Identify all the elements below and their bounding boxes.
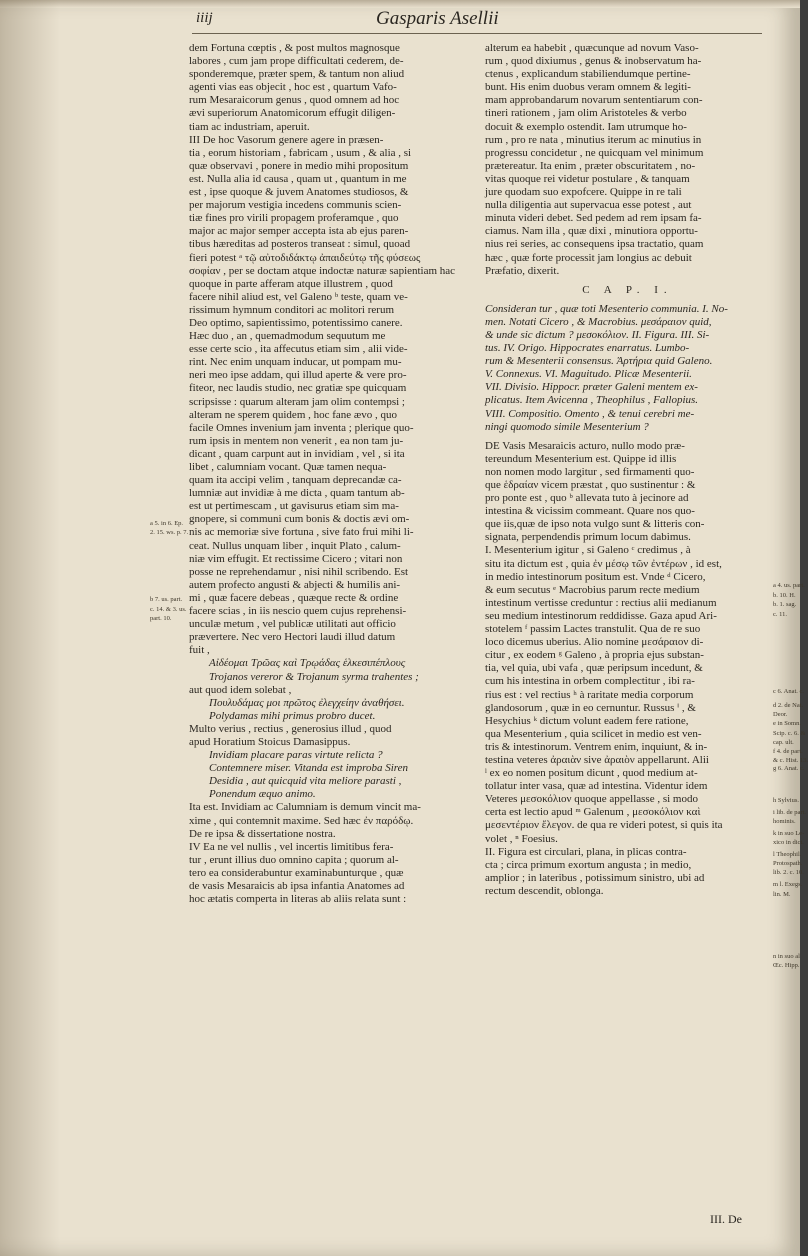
text-line: citur , ex eodem ᵍ Galeno , à propria ejus substan-	[485, 649, 704, 662]
text-line: ceat. Nullus unquam liber , inquit Plato , calum-	[189, 539, 401, 552]
text-line: volet , ⁿ Foesius.	[485, 832, 558, 845]
text-line: rius est : vel rectius ʰ à raritate media corporum	[485, 688, 694, 701]
text-line: ciamus. Nam illa , quæ dixi , minutiora opportu-	[485, 225, 698, 238]
text-line: μεσεντέριον ἔλεγον. de qua re videri potest, si quis ita	[485, 819, 723, 832]
text-line: nulla diligentia aut supervacua esse potest , aut	[485, 199, 692, 212]
text-line: est , ipse quoque & juvem Anatomes studiosos, &	[189, 186, 409, 199]
marginal-note: Deor.	[773, 711, 788, 718]
chapter-summary-line: & unde sic dictum ? μεσοκόλιον. II. Figura. III. Si-	[485, 328, 710, 341]
text-line: certa est lectio apud ᵐ Galenum , μεσοκόλιον καὶ	[485, 806, 701, 819]
text-line: libet , calumniam vocant. Quæ tamen nequa-	[189, 461, 387, 473]
text-line: nis ac memoriæ sive fortuna , sive fato frui mihi li-	[189, 526, 414, 539]
latin-verse-line: Polydamas mihi primus probro ducet.	[209, 709, 376, 722]
text-line: mam approbandarum novarum sententiarum con-	[485, 94, 703, 107]
text-line: prætereatur. Ita enim , præter obscuritatem , no-	[485, 159, 696, 172]
text-line: bunt. His enim duobus veram omnem & legiti-	[485, 81, 691, 94]
text-line: prævertere. Nec vero Hectori laudi illud datum	[189, 631, 396, 644]
text-line: gnopere, si communi cum bonis & doctis ævi om-	[189, 513, 410, 526]
text-line: fuit ,	[189, 644, 210, 657]
text-line: ˡ ex eo nomen positum dicunt , quod medium at-	[485, 767, 698, 780]
running-header	[196, 10, 756, 32]
latin-verse-line: Ponendum æquo animo.	[209, 788, 316, 801]
text-line: nius rei series, ac consequens ipsa tractatio, quam	[485, 238, 704, 251]
text-line: major ac major semper accepta ista ab ejus paren-	[189, 225, 409, 238]
text-line: II. Figura est circulari, plana, in plicas contra-	[485, 845, 687, 858]
text-line: testina veteres ἀραιὰν sive ἀραιὸν appellarunt. Alii	[485, 753, 709, 766]
text-line: aut quod idem solebat ,	[189, 683, 292, 696]
marginal-note: b 7. us. part.	[150, 596, 183, 603]
text-line: tris & intestinorum. Ventrem enim, inquiunt, & in-	[485, 740, 708, 753]
marginal-note: b. 10. H.	[773, 592, 796, 599]
latin-verse-line: Invidiam placare paras virtute relicta ?	[209, 749, 383, 762]
text-line: facere nihil aliud est, vel Galeno ᵇ teste, quam ve-	[189, 290, 408, 303]
text-line: III De hoc Vasorum genere agere in præsen-	[189, 133, 384, 146]
greek-verse-line: Πουλυδάμας μοι πρῶτος ἐλεγχείην ἀναθήσει.	[209, 696, 405, 709]
text-line: Veteres μεσοκόλιον quoque appellasse , si modo	[485, 793, 698, 806]
text-line: tineri rationem , jam olim Aristoteles & verbo	[485, 107, 687, 120]
marginal-note: b. 1. sag.	[773, 601, 797, 608]
text-line: amplior ; in lateribus , potissimum sinistro, ubi ad	[485, 871, 705, 884]
marginal-note: k in suo Le-	[773, 830, 805, 837]
marginal-note: c. 14. & 3. us.	[150, 606, 187, 613]
text-line: sponderemque, præter spem, & tantum non aliud	[189, 68, 405, 81]
text-line: seu medium intestinorum reddidisse. Gaza apud Ari-	[485, 609, 717, 622]
text-line: tur , erunt illius duo omnino capita ; quorum al-	[189, 853, 399, 866]
text-line: Multo verius , rectius , generosius illud , quod	[189, 722, 392, 735]
text-line: fieri potest ᵃ τῷ αὐτοδιδάκτῳ ἀπαιδεύτῳ τῆς φύσεως	[189, 251, 421, 264]
text-line: IV Ea ne vel nullis , vel incertis limitibus fera-	[189, 840, 394, 853]
text-line: quæ observavi , ponere in medio mihi propositum	[189, 159, 409, 172]
text-line: rum Mesaraicorum genus , quod omnem ad hoc	[189, 94, 400, 107]
text-line: tia, vel quia, ubi vafa , quæ peripsum incedunt, &	[485, 662, 703, 675]
marginal-note: h Sylvius.	[773, 797, 800, 804]
text-line: apud Horatium Stoicus Damasippus.	[189, 735, 351, 748]
text-line: per majorum vestigia incedens communis scien-	[189, 199, 402, 212]
marginal-note: Scip. c. 6. &	[773, 730, 806, 737]
text-line: unculæ metum , vel publicæ utilitati aut officio	[189, 618, 396, 631]
text-line: & eum secutus ᵉ Macrobius parum recte medium	[485, 583, 700, 596]
text-line: I. Mesenterium igitur , si Galeno ᶜ credimus , à	[485, 544, 691, 557]
marginal-note: c. 11.	[773, 611, 788, 618]
page-number: iiij	[196, 10, 213, 26]
marginal-note: lin. M.	[773, 891, 791, 898]
text-line: scripsisse : quarum alteram jam olim contempsi ;	[189, 395, 405, 408]
text-line: intestinum vertisse creduntur : rectius alii medianum	[485, 596, 717, 609]
left-text-column	[189, 42, 477, 906]
text-line: xime , qui contemnit maxime. Sed hæc ἐν παρόδῳ.	[189, 814, 414, 827]
text-line: hæc , quæ forte processit jam longius ac debuit	[485, 251, 692, 264]
marginal-note: cap. ult.	[773, 739, 794, 746]
text-line: DE Vasis Mesaraicis acturo, nullo modo præ-	[485, 439, 685, 452]
text-line: De re ipsa & dissertatione nostra.	[189, 827, 336, 840]
text-line: signata, perpendendis primum locum dabimus.	[485, 531, 691, 544]
text-line: que ἑδραίαν vicem præstat , quo sustinentur : &	[485, 479, 696, 491]
text-line: intestina & vicissim commeant. Quare nos quo-	[485, 505, 695, 518]
marginal-note: & c. Hist. 13.	[773, 757, 808, 764]
text-line: situ ita dictum est , quia ἐν μέσῳ τῶν ἐντέρων , id est,	[485, 557, 722, 570]
text-line: jure quodam suo expofcere. Quippe in re tali	[485, 186, 682, 199]
marginal-note: xico in dict.	[773, 839, 804, 846]
text-line: alteram ne sperem quidem , hoc fane ævo , quo	[189, 408, 398, 421]
text-line: minuta videri debet. Sed pedem ad rem ipsam fa-	[485, 212, 702, 225]
marginal-note: c 6. Anat. c.	[773, 688, 805, 695]
chapter-heading: C A P. I.	[582, 283, 673, 296]
text-line: docuit & exemplo ostendit. Iam utrumque ho-	[485, 120, 687, 133]
marginal-note: g 6. Anat. c.	[773, 765, 805, 772]
text-line: alterum ea habebit , quæcunque ad novum Vaso-	[485, 42, 699, 54]
text-line: progressu concidetur , ne quicquam vel minimum	[485, 146, 704, 159]
chapter-summary-line: plicatus. Item Avicenna , Theophilus , Fallopius.	[485, 394, 699, 407]
text-line: facile Omnes invenium jam inventa ; plerique quo-	[189, 421, 414, 434]
marginal-note: a 5. in 6. Ep.	[150, 520, 184, 527]
text-line: tia , eorum historiam , fabricam , usum , & alia , si	[189, 146, 412, 159]
marginal-note: l Theophil.	[773, 851, 802, 858]
text-line: Hesychius ᵏ dictum volunt eadem fere ratione,	[485, 714, 689, 727]
text-line: rum , pro re nata , minutius iterum ac minutius in	[485, 133, 702, 146]
text-line: glandosorum , quæ in eo cernuntur. Russus ⁱ , &	[485, 701, 696, 714]
text-line: dem Fortuna cœptis , & post multos magnosque	[189, 42, 400, 54]
text-line: in medio intestinorum positum est. Vnde ᵈ Cicero,	[485, 570, 706, 583]
text-line: hoc ætatis comperta in literas ab aliis relata sunt :	[189, 893, 407, 906]
text-line: loco dicemus uberius. Alio nomine μεσάραιον di-	[485, 636, 704, 649]
text-line: tollatur inter vasa, quæ ad intestina. Videntur idem	[485, 780, 708, 793]
text-line: Hæc duo , an , quemadmodum sequutum me	[189, 330, 386, 343]
chapter-summary-line: Consideran tur , quæ toti Mesenterio communia. I. No-	[485, 302, 728, 315]
chapter-summary-line: V. Connexus. VI. Maguitudo. Plicæ Mesenterii.	[485, 368, 692, 381]
text-line: neri meo ipse addam, qui illud aperte & vere pro-	[189, 369, 407, 382]
text-line: Ita est. Invidiam ac Calumniam is demum vincit ma-	[189, 801, 421, 814]
catchword: III. De	[710, 1212, 742, 1226]
text-line: dicant , quam carpunt aut in invidiam , vel , si ita	[189, 447, 405, 460]
text-line: que iis,quæ de ipso nota vulgo sunt & litteris con-	[485, 518, 705, 531]
chapter-summary-line: tus. IV. Origo. Hippocrates enarratus. Lumbo-	[485, 342, 690, 355]
text-line: esse certe scio , ita affecutus etiam sim , alii vide-	[189, 343, 408, 356]
marginal-note: 2. 15. ws. p. 7.	[150, 529, 189, 536]
text-line: Præfatio, dixerit.	[485, 264, 560, 277]
text-line: rint. Nec enim unquam inducar, ut pompam mu-	[189, 356, 402, 369]
marginal-note: Protospath.	[773, 860, 803, 867]
text-line: cta ; circa primum exortum angusta ; in medio,	[485, 858, 692, 871]
latin-verse-line: Trojanos vereror & Trojanum syrma trahentes ;	[209, 670, 419, 683]
marginal-note: a 4. us. part.	[773, 582, 805, 589]
text-line: ævi superiorum Anatomicorum effugit diligen-	[189, 107, 396, 120]
text-line: fiteor, nec laudis studio, nec gratiæ spe quicquam	[189, 382, 407, 395]
text-line: ctenus , explicandum stabiliendumque pertine-	[485, 68, 691, 81]
text-line: mi , quæ facere debeas , quæque recte & ordine	[189, 591, 399, 604]
running-title: Gasparis Asellii	[376, 8, 499, 29]
text-line: cum his intestina in orbem complectitur , ibi ra-	[485, 675, 695, 688]
text-line: rum ipsis in mentem non venerit , ea non tam ju-	[189, 434, 404, 447]
text-line: autem profecto angusti & abjecti & humilis ani-	[189, 578, 401, 591]
text-line: tereundum Mesenterium est. Quippe id illis	[485, 452, 677, 465]
text-line: rectum descendit, oblonga.	[485, 884, 604, 897]
marginal-note: m l. Exegs.	[773, 881, 803, 888]
text-line: tiæ fines pro virili propagem proferamque , quo	[189, 212, 399, 225]
text-line: niæ vim effugit. Et rectissime Cicero ; vitari non	[189, 552, 403, 565]
text-line: facere scias , in iis nescio quem cujus reprehensi-	[189, 605, 407, 618]
text-line: vitas quoque rei videtur postulare , & tanquam	[485, 172, 690, 185]
page-top-edge	[0, 0, 800, 8]
marginal-note: i lib. de part.	[773, 809, 807, 816]
text-line: tibus hæreditas ad posteros transeat : simul, quoad	[189, 238, 411, 251]
chapter-summary-line: ningi quomodo simile Mesenterium ?	[485, 420, 649, 433]
chapter-summary-line: VIII. Compositio. Omento , & tenui cerebri me-	[485, 407, 695, 420]
text-line: est. Nulla alia id causa , quam ut , quantum in me	[189, 172, 407, 185]
marginal-note: d 2. de Nat.	[773, 702, 804, 709]
marginal-note: part. 10.	[150, 615, 172, 622]
header-rule	[192, 33, 762, 34]
chapter-summary-line: men. Notati Cicero , & Macrobius. μεσάραιον quid,	[485, 315, 712, 328]
text-line: non nomen modo largitur , sed firmamenti quo-	[485, 465, 695, 478]
text-line: quam ita accipi velim , tanquam deprecandæ ca-	[189, 474, 402, 487]
marginal-note: e in Somn.	[773, 720, 801, 727]
text-line: posse ne reprehendamur , nisi nihil scribendo. Est	[189, 565, 409, 578]
text-line: rum , quod dixiumus , genus & inobservatum ha-	[485, 55, 702, 68]
text-line: qua Mesenterium , quia scilicet in medio est ven-	[485, 727, 702, 740]
text-line: tero ea considerabuntur examinabunturque , quæ	[189, 866, 404, 879]
text-line: stotelem ᶠ passim Lactes transtulit. Qua de re suo	[485, 623, 701, 636]
marginal-note: n in suo al	[773, 953, 800, 960]
text-line: quoque in parte afferam atque illustrem , quod	[189, 277, 393, 290]
latin-verse-line: Desidia , aut quicquid vita meliore parasti ,	[209, 775, 402, 788]
greek-verse-line: Αἰδέομαι Τρῶας καὶ Τρῳάδας ἑλκεσιπέπλους	[209, 657, 406, 670]
marginal-note: f 4. de part.	[773, 748, 803, 755]
text-line: σοφίαν , per se doctam atque indoctæ naturæ sapientiam hac	[189, 264, 456, 277]
text-line: est ut pertimescam , ut gavisurus etiam sim ma-	[189, 500, 399, 513]
marginal-note: lib. 2. c. 10.	[773, 869, 804, 876]
text-line: tiam ac industriam, aperuit.	[189, 120, 310, 133]
marginal-note: hominis.	[773, 818, 796, 825]
chapter-summary-line: rum & Mesenterii consensus. Ἀρτήρια quid Galeno.	[485, 355, 713, 368]
text-line: de vasis Mesaraicis ab ipsa infantia Anatomes ad	[189, 880, 405, 892]
chapter-summary-line: VII. Divisio. Hippocr. præter Galeni mentem ex-	[485, 381, 698, 394]
text-line: rissimum hymnum conditori ac molitori rerum	[189, 303, 394, 316]
gutter-shadow	[0, 0, 60, 1256]
text-line: pro ponte est , quo ᵇ allevata tuto à jecinore ad	[485, 492, 689, 505]
marginal-note: Œc. Hipp.	[773, 962, 800, 969]
text-line: agenti vias eas objecit , hoc est , quartum Vafo-	[189, 81, 397, 94]
text-line: labores , cum jam prope difficultati cederem, de-	[189, 55, 404, 68]
text-line: lumniæ aut invidiæ à me dicta , quam tantum ab-	[189, 487, 405, 500]
latin-verse-line: Contemnere miser. Vitanda est improba Siren	[209, 762, 408, 775]
text-line: Deo optimo, sapientissimo, potentissimo canere.	[189, 316, 403, 329]
right-text-column	[485, 42, 770, 898]
